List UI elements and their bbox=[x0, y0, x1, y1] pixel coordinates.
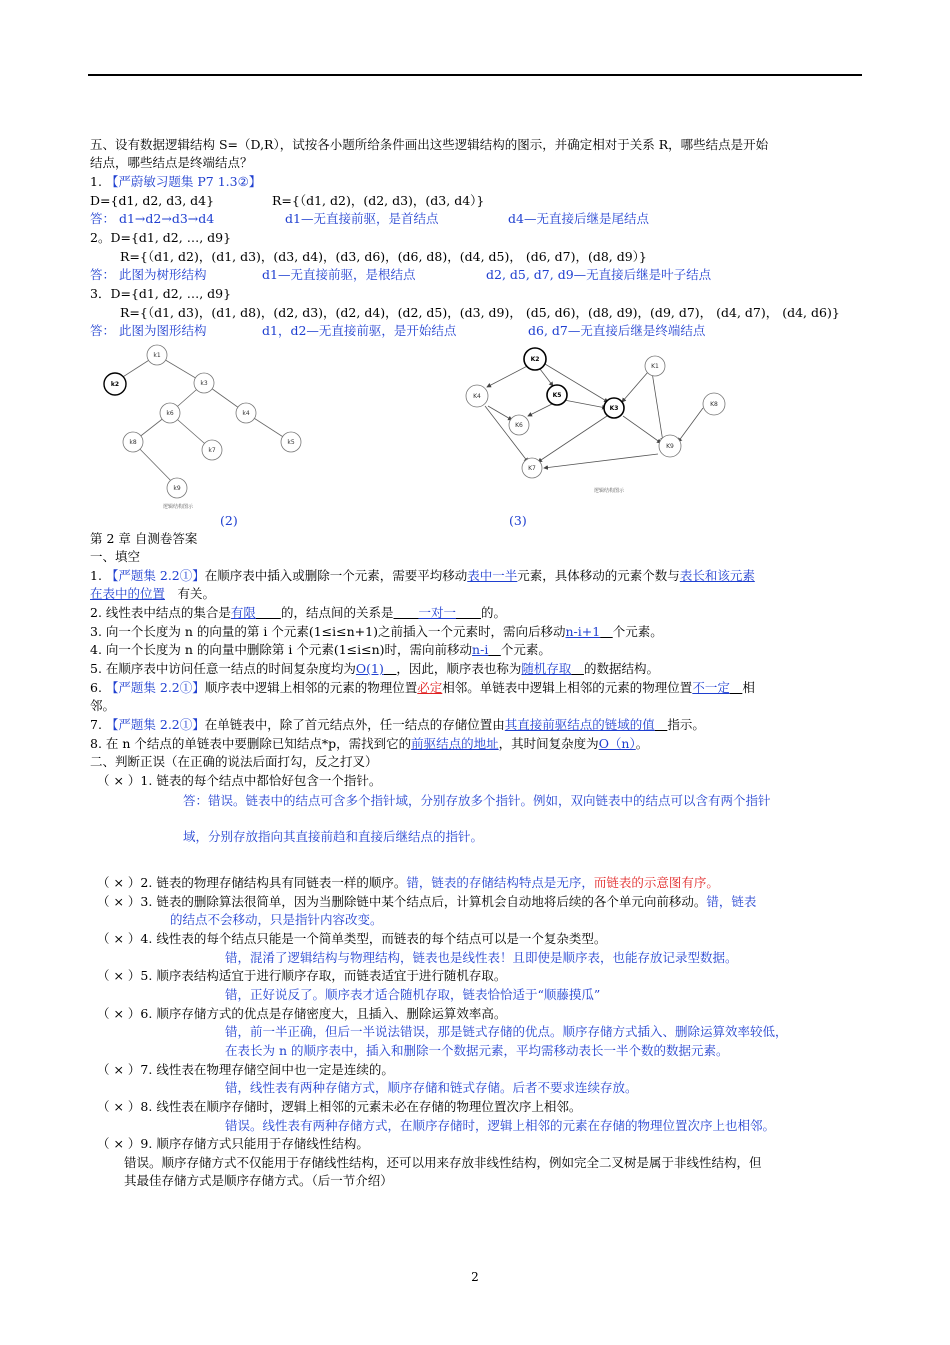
graph-node-k3: K3 bbox=[609, 405, 619, 412]
fill-q2-end: 的。 bbox=[481, 605, 507, 620]
a3-c: d6, d7—无直接后继是终端结点 bbox=[528, 323, 706, 338]
tree-node-k4: k4 bbox=[242, 410, 250, 417]
q1-num: 1. bbox=[90, 174, 106, 189]
fill-q5-answer: O(1) bbox=[355, 661, 384, 676]
fill-q7-ref: 【严题集 2.2①】 bbox=[105, 717, 205, 732]
tree-node-k1: k1 bbox=[153, 352, 161, 359]
header-rule bbox=[88, 74, 862, 76]
judge-title: 二、判断正误（在正确的说法后面打勾，反之打叉） bbox=[90, 754, 378, 769]
judge-q4: （ × ）4. 线性表的每个结点只能是一个简单类型，而链表的每个结点可以是一个复杂类型。 bbox=[97, 931, 607, 946]
fill-q1-end: 有关。 bbox=[177, 586, 216, 601]
q2-r: R={（d1, d2)，(d1, d3)，(d3, d4)，(d3, d6)，(d6, d8)，(d4, d5)， (d6, d7)，(d8, d9）} bbox=[120, 249, 647, 264]
fill-title: 一、填空 bbox=[90, 549, 141, 564]
fill-q6-num: 6. bbox=[90, 680, 106, 695]
judge-q7: （ × ）7. 线性表在物理存储空间中也一定是连续的。 bbox=[97, 1062, 394, 1077]
tree-node-k6: k6 bbox=[166, 410, 174, 417]
fill-q6-answer2: 不一定 bbox=[692, 680, 730, 695]
fill-q3-answer: n-i+1 bbox=[565, 624, 601, 639]
q1-ref: 【严蔚敏习题集 P7 1.3②】 bbox=[105, 174, 262, 189]
graph-node-k5: K5 bbox=[552, 392, 562, 399]
judge-a5: 错，正好说反了。顺序表才适合随机存取，链表恰恰适于“顺藤摸瓜” bbox=[225, 987, 601, 1002]
fill-q1 bbox=[90, 568, 755, 584]
fill-q1-cont bbox=[90, 586, 215, 602]
judge-a2: 错，链表的存储结构特点是无序， bbox=[406, 875, 594, 890]
fill-q1-answer: 表中一半 bbox=[467, 568, 518, 583]
fill-q7 bbox=[90, 717, 705, 733]
fill-q7-answer: 其直接前驱结点的链域的值 bbox=[504, 717, 655, 732]
fill-q6-end: 相 bbox=[742, 680, 755, 695]
judge-q1: （ × ）1. 链表的每个结点中都恰好包含一个指针。 bbox=[97, 773, 382, 788]
graph-figure bbox=[460, 344, 750, 504]
fill-q7-num: 7. bbox=[90, 717, 106, 732]
judge-q6: （ × ）6. 顺序存储方式的优点是存储密度大，且插入、删除运算效率高。 bbox=[97, 1006, 507, 1021]
tree-figure bbox=[100, 342, 320, 512]
a2-c: d2, d5, d7, d9—无直接后继是叶子结点 bbox=[486, 267, 712, 282]
judge-a4: 错，混淆了逻辑结构与物理结构，链表也是线性表！且即使是顺序表，也能存放记录型数据。 bbox=[225, 950, 738, 965]
tree-node-k3: k3 bbox=[200, 380, 208, 387]
figure-3-label: (3) bbox=[509, 513, 527, 528]
judge-a3: 错，链表 bbox=[706, 894, 757, 909]
fill-q8-answer: 前驱结点的地址 bbox=[411, 736, 499, 751]
fill-q2-text2: 的，结点间的关系是 bbox=[280, 605, 394, 620]
fill-q8-answer2: O（n） bbox=[598, 736, 636, 751]
q3-d: 3．D={d1, d2, …, d9} bbox=[90, 286, 232, 301]
fill-q5-text2: ，因此，顺序表也称为 bbox=[396, 661, 522, 676]
q1-d: D={d1, d2, d3, d4} bbox=[90, 193, 215, 208]
fill-q8-text2: ，其时间复杂度为 bbox=[498, 736, 599, 751]
judge-a1-cont: 域，分别存放指向其直接前趋和直接后继结点的指针。 bbox=[183, 829, 484, 844]
fill-q8 bbox=[90, 736, 648, 752]
fill-q1-text: 在顺序表中插入或删除一个元素，需要平均移动 bbox=[204, 568, 468, 583]
graph-node-k2: K2 bbox=[530, 356, 540, 363]
fill-q1-answer3: 在表中的位置 bbox=[90, 586, 166, 601]
fill-q1-answer2: 表长和该元素 bbox=[679, 568, 755, 583]
judge-q9: （ × ）9. 顺序存储方式只能用于存储线性结构。 bbox=[97, 1136, 369, 1151]
graph-node-k8: K8 bbox=[710, 401, 718, 408]
fill-q7-text: 在单链表中，除了首元结点外，任一结点的存储位置由 bbox=[204, 717, 505, 732]
fill-q7-end: 指示。 bbox=[667, 717, 705, 732]
fill-q1-ref: 【严题集 2.2①】 bbox=[105, 568, 205, 583]
judge-q2 bbox=[97, 875, 719, 891]
fill-q6-answer: 必定 bbox=[417, 680, 443, 695]
fill-q4-answer: n-i bbox=[472, 642, 489, 657]
graph-node-k7: K7 bbox=[528, 465, 536, 472]
graph-node-k6: K6 bbox=[515, 422, 523, 429]
a2: 答： 此图为树形结构 bbox=[90, 267, 207, 282]
fill-q1-text2: 元素，具体移动的元素个数与 bbox=[517, 568, 680, 583]
fill-q2-answer2: 一对一 bbox=[418, 605, 456, 620]
judge-q3-text: （ × ）3. 链表的删除算法很简单，因为当删除链中某个结点后，计算机会自动地将后续的各个单元向前移动。 bbox=[97, 894, 707, 909]
judge-a7: 错，线性表有两种存储方式，顺序存储和链式存储。后者不要求连续存放。 bbox=[225, 1080, 638, 1095]
page-number: 2 bbox=[471, 1270, 479, 1284]
fill-q2-answer: 有限 bbox=[230, 605, 256, 620]
q3-r: R={（d1, d3)，(d1, d8)，(d2, d3)，(d2, d4)，(d2, d5)，(d3, d9)， (d5, d6)，(d8, d9)，(d9, d7)， (d4, d7)， (d4, d6)} bbox=[120, 305, 840, 320]
a3: 答： 此图为图形结构 bbox=[90, 323, 207, 338]
fill-q4-end: 个元素。 bbox=[500, 642, 551, 657]
q1-line bbox=[90, 174, 261, 190]
a1: 答： d1→d2→d3→d4 bbox=[90, 211, 215, 226]
fill-q2 bbox=[90, 605, 506, 621]
judge-a6-cont: 在表长为 n 的顺序表中，插入和删除一个数据元素，平均需移动表长一半个数的数据元素。 bbox=[225, 1043, 729, 1058]
fill-q6-ref: 【严题集 2.2①】 bbox=[105, 680, 205, 695]
tree-node-k7: k7 bbox=[208, 447, 216, 454]
fill-q5-answer2: 随机存取 bbox=[521, 661, 572, 676]
judge-a2-red: 而链表的示意图有序。 bbox=[593, 875, 719, 890]
a2-b: d1—无直接前驱，是根结点 bbox=[262, 267, 416, 282]
graph-node-k1: K1 bbox=[651, 363, 659, 370]
tree-node-k9: k9 bbox=[173, 485, 181, 492]
tree-caption: 逻辑结构图示 bbox=[162, 504, 194, 510]
a1-b: d1—无直接前驱，是首结点 bbox=[285, 211, 439, 226]
judge-q5: （ × ）5. 顺序表结构适宜于进行顺序存取，而链表适宜于进行随机存取。 bbox=[97, 968, 507, 983]
judge-a1: 答：错误。链表中的结点可含多个指针域，分别存放多个指针。例如，双向链表中的结点可以含有两个指针 bbox=[183, 793, 771, 808]
fill-q8-text: 8. 在 n 个结点的单链表中要删除已知结点*p，需找到它的 bbox=[90, 736, 412, 751]
judge-a8: 错误。线性表有两种存储方式，在顺序存储时，逻辑上相邻的元素在存储的物理位置次序上也相邻。 bbox=[225, 1118, 776, 1133]
graph-node-k4: K4 bbox=[473, 393, 481, 400]
fill-q3-end: 个元素。 bbox=[612, 624, 663, 639]
a3-b: d1，d2—无直接前驱，是开始结点 bbox=[262, 323, 457, 338]
sec5-line2: 结点，哪些结点是终端结点？ bbox=[90, 155, 253, 170]
figure-2-label: (2) bbox=[220, 513, 238, 528]
fill-q6 bbox=[90, 680, 755, 696]
judge-q8: （ × ）8. 线性表在顺序存储时，逻辑上相邻的元素未必在存储的物理位置次序上相邻。 bbox=[97, 1099, 582, 1114]
sec5-line1: 五、设有数据逻辑结构 S=（D,R），试按各小题所给条件画出这些逻辑结构的图示，并确定相对于关系 R，哪些结点是开始 bbox=[90, 137, 769, 152]
fill-q2-text: 2. 线性表中结点的集合是 bbox=[90, 605, 231, 620]
tree-node-k5: k5 bbox=[287, 439, 295, 446]
chapter-title: 第 2 章 自测卷答案 bbox=[90, 531, 198, 546]
judge-a9-cont: 其最佳存储方式是顺序存储方式。（后一节介绍） bbox=[124, 1173, 393, 1188]
judge-a6: 错，前一半正确，但后一半说法错误，那是链式存储的优点。顺序存储方式插入、删除运算效率较低， bbox=[225, 1024, 788, 1039]
fill-q3-text: 3. 向一个长度为 n 的向量的第 i 个元素(1≤i≤n+1)之前插入一个元素时，需向后移动 bbox=[90, 624, 566, 639]
tree-node-k2: k2 bbox=[110, 381, 120, 388]
fill-q4-text: 4. 向一个长度为 n 的向量中删除第 i 个元素(1≤i≤n)时，需向前移动 bbox=[90, 642, 473, 657]
fill-q5 bbox=[90, 661, 659, 677]
fill-q5-text: 5. 在顺序表中访问任意一结点的时间复杂度均为 bbox=[90, 661, 356, 676]
fill-q5-end: 的数据结构。 bbox=[583, 661, 659, 676]
judge-a9: 错误。顺序存储方式不仅能用于存储线性结构，还可以用来存放非线性结构，例如完全二叉树是属于非线性结构，但 bbox=[124, 1155, 762, 1170]
q2-d: 2。D={d1, d2, …, d9} bbox=[90, 230, 232, 245]
judge-q3 bbox=[97, 894, 756, 910]
fill-q6-cont: 邻。 bbox=[90, 698, 116, 713]
graph-caption: 逻辑结构图示 bbox=[593, 488, 625, 494]
fill-q1-num: 1. bbox=[90, 568, 106, 583]
fill-q4 bbox=[90, 642, 551, 658]
judge-q2-text: （ × ）2. 链表的物理存储结构具有同链表一样的顺序。 bbox=[97, 875, 407, 890]
a1-c: d4—无直接后继是尾结点 bbox=[508, 211, 649, 226]
fill-q6-text: 顺序表中逻辑上相邻的元素的物理位置 bbox=[204, 680, 418, 695]
graph-node-k9: K9 bbox=[666, 443, 674, 450]
fill-q3 bbox=[90, 624, 663, 640]
q1-r: R={（d1, d2)，(d2, d3)，(d3, d4）} bbox=[272, 193, 485, 208]
judge-a3-cont: 的结点不会移动，只是指针内容改变。 bbox=[170, 912, 383, 927]
tree-node-k8: k8 bbox=[129, 439, 137, 446]
fill-q8-end: 。 bbox=[635, 736, 649, 751]
fill-q6-text2: 相邻。单链表中逻辑上相邻的元素的物理位置 bbox=[442, 680, 693, 695]
